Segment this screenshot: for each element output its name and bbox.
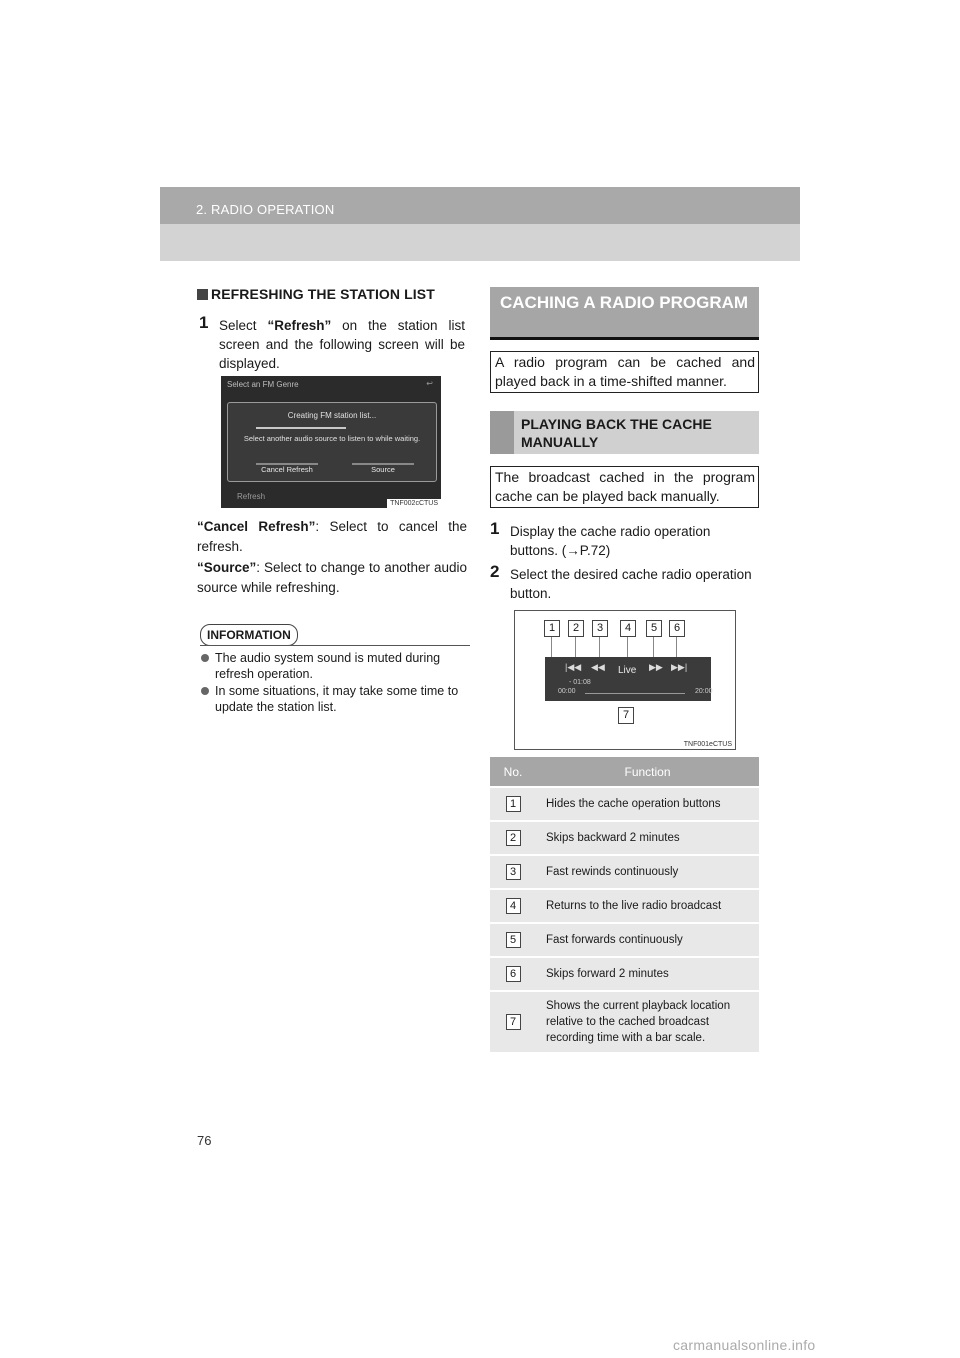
source-description: [197, 558, 467, 598]
table-cell-no: [490, 787, 536, 821]
table-cell-function: Returns to the live radio broadcast: [536, 889, 759, 923]
caching-summary-box: [490, 351, 759, 393]
table-cell-function: Shows the current playback location relative to the cached broadcast recording time with a bar scale.: [536, 991, 759, 1052]
table-row: [490, 991, 759, 1052]
playing-summary-box: [490, 466, 759, 508]
information-divider: [200, 645, 470, 646]
status-text: Creating FM station list...: [287, 411, 377, 420]
dialog-message: Select another audio source to listen to while waiting.: [243, 434, 421, 443]
end-time: 20:00: [695, 688, 713, 695]
number-box: 7: [506, 1014, 521, 1030]
playing-heading-text: PLAYING BACK THE CACHE MANUALLY: [521, 416, 712, 450]
table-cell-function: Fast rewinds continuously: [536, 855, 759, 889]
cancel-refresh-description: [197, 517, 467, 557]
rewind-icon: ◀◀: [591, 662, 605, 672]
skip-forward-icon: ▶▶|: [671, 662, 688, 672]
callout-5: 5: [646, 620, 662, 637]
cancel-refresh-button: Cancel Refresh: [256, 463, 318, 477]
refresh-dialog: [227, 402, 437, 482]
bullet-dot-icon: [201, 654, 209, 662]
source-text: : Select to change to another audio source while refreshing.: [197, 560, 467, 595]
table-cell-function: Fast forwards continuously: [536, 923, 759, 957]
table-cell-function: Skips backward 2 minutes: [536, 821, 759, 855]
information-badge: INFORMATION: [200, 624, 298, 646]
caching-summary-text: A radio program can be cached and played back in a time-shifted manner.: [495, 354, 755, 389]
step-number: 1: [199, 313, 209, 332]
callout-leader: [599, 637, 600, 659]
table-cell-no: [490, 957, 536, 991]
table-cell-function: Hides the cache operation buttons: [536, 787, 759, 821]
table-row: [490, 923, 759, 957]
callout-6: 6: [669, 620, 685, 637]
caching-heading: [490, 287, 759, 340]
step-number: 2: [490, 562, 500, 581]
source-button: Source: [352, 463, 414, 477]
table-row: [490, 957, 759, 991]
fast-forward-icon: ▶▶: [649, 662, 663, 672]
playing-summary-text: The broadcast cached in the program cache can be played back manually.: [495, 469, 755, 504]
column-header-function: Function: [536, 757, 759, 787]
info-bullet: [215, 650, 469, 682]
step-text-post: on the station list screen and the following screen will be displayed.: [219, 318, 465, 371]
number-box: 6: [506, 966, 521, 982]
number-box: 5: [506, 932, 521, 948]
table-cell-no: [490, 991, 536, 1052]
table-row: [490, 787, 759, 821]
table-cell-no: [490, 923, 536, 957]
bullet-dot-icon: [201, 687, 209, 695]
number-box: 3: [506, 864, 521, 880]
callout-4: 4: [620, 620, 636, 637]
section-label: 2. RADIO OPERATION: [196, 202, 335, 217]
caching-heading-text: CACHING A RADIO PROGRAM: [500, 293, 749, 312]
table-header-row: [490, 757, 759, 787]
square-bullet-icon: [197, 289, 208, 300]
cache-buttons-screenshot: [514, 610, 736, 750]
callout-3: 3: [592, 620, 608, 637]
step-number: 1: [490, 519, 500, 538]
refresh-term: “Refresh”: [267, 318, 332, 333]
info-bullet: [215, 683, 469, 715]
back-icon: ↩: [426, 379, 433, 388]
callout-leader: [653, 637, 654, 659]
step-text: Select the desired cache radio operation button.: [510, 567, 752, 601]
step-text-pre: Select: [219, 318, 268, 333]
screen-title: Select an FM Genre: [227, 380, 299, 389]
refresh-item: Refresh: [237, 492, 266, 501]
heading-bar: [490, 411, 514, 454]
sub-heading: [197, 286, 435, 302]
skip-backward-icon: |◀◀: [565, 662, 582, 672]
number-box: 4: [506, 898, 521, 914]
playing-heading: [490, 411, 759, 454]
step-text: Display the cache radio operation buttons. (→P.72): [510, 524, 711, 558]
progress-bar: [256, 427, 346, 429]
callout-1: 1: [544, 620, 560, 637]
column-header-no: No.: [490, 757, 536, 787]
live-button: Live: [618, 665, 637, 676]
step-text: [219, 316, 465, 373]
function-table: [490, 757, 759, 1052]
cancel-term: “Cancel Refresh”: [197, 519, 316, 534]
info-bullet-text: In some situations, it may take some time to update the station list.: [215, 684, 459, 714]
source-term: “Source”: [197, 560, 257, 575]
table-cell-no: [490, 855, 536, 889]
cancel-text: : Select to cancel the refresh.: [197, 519, 467, 554]
callout-2: 2: [568, 620, 584, 637]
image-code: TNF001eCTUS: [681, 740, 735, 749]
bar-scale: [585, 693, 685, 694]
elapsed-time: - 01:08: [569, 679, 591, 686]
info-bullet-text: The audio system sound is muted during refresh operation.: [215, 651, 441, 681]
table-row: [490, 855, 759, 889]
watermark: carmanualsonline.info: [673, 1337, 816, 1353]
callout-leader: [575, 637, 576, 659]
number-box: 2: [506, 830, 521, 846]
table-row: [490, 889, 759, 923]
header-subband: [160, 224, 800, 261]
table-cell-function: Skips forward 2 minutes: [536, 957, 759, 991]
cache-control-panel: [545, 657, 711, 701]
sub-heading-text: REFRESHING THE STATION LIST: [211, 286, 435, 302]
table-cell-no: [490, 889, 536, 923]
start-time: 00:00: [558, 688, 576, 695]
image-code: TNF002cCTUS: [387, 499, 441, 508]
refresh-screenshot: [221, 376, 441, 508]
table-row: [490, 821, 759, 855]
callout-leader: [676, 637, 677, 659]
callout-leader: [627, 637, 628, 659]
number-box: 1: [506, 796, 521, 812]
callout-7: 7: [618, 707, 634, 724]
table-cell-no: [490, 821, 536, 855]
page-number: 76: [197, 1133, 212, 1148]
